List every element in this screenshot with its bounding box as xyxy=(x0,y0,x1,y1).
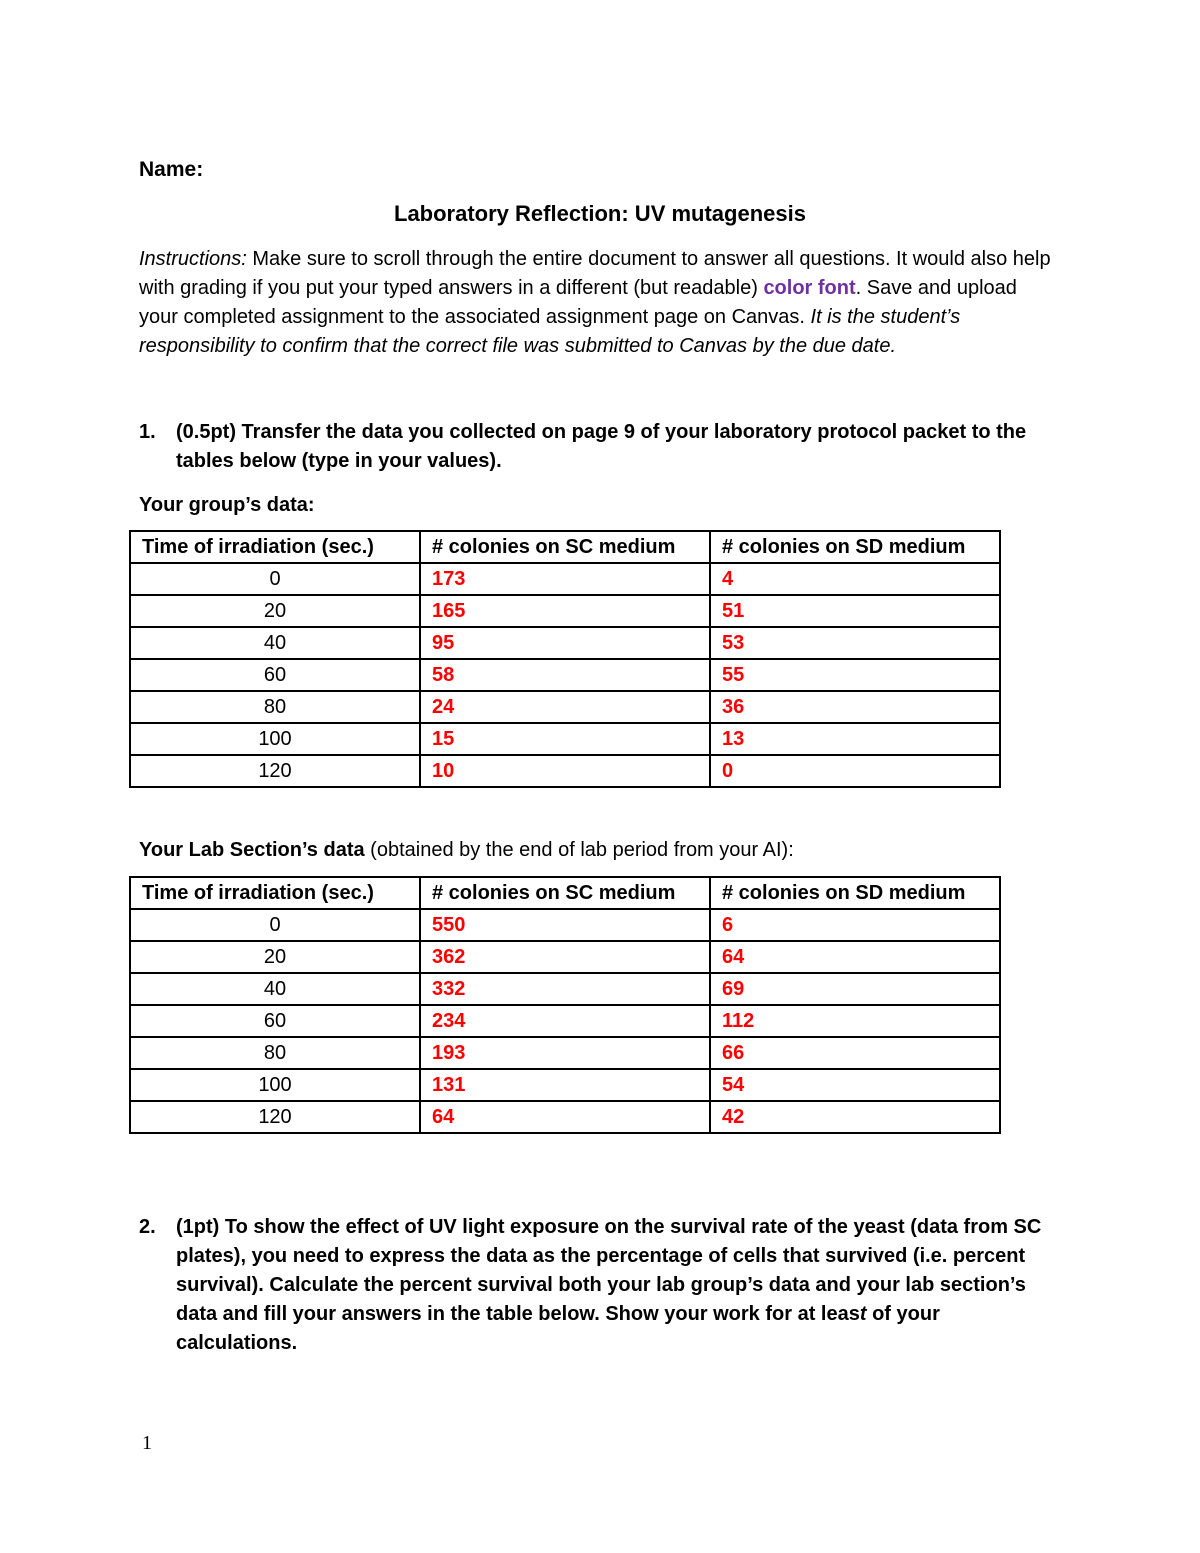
time-cell: 80 xyxy=(130,691,420,723)
question-2 xyxy=(139,1213,1059,1358)
time-cell: 60 xyxy=(130,1005,420,1037)
document-title: Laboratory Reflection: UV mutagenesis xyxy=(394,201,806,226)
table-row xyxy=(130,595,1000,627)
time-cell: 40 xyxy=(130,627,420,659)
table-row xyxy=(130,1005,1000,1037)
sd-cell[interactable]: 13 xyxy=(710,723,1000,755)
sd-cell[interactable]: 64 xyxy=(710,941,1000,973)
table-row xyxy=(130,723,1000,755)
instructions-text-2: . Save and upload your completed assignment to the associated assignment page on Canvas. xyxy=(139,277,1017,328)
time-cell: 0 xyxy=(130,563,420,595)
time-cell: 20 xyxy=(130,595,420,627)
table-row xyxy=(130,1101,1000,1133)
group-data-heading: Your group’s data: xyxy=(139,494,315,516)
instructions-text-1: Make sure to scroll through the entire document to answer all questions. It would also help with grading if you put your typed answers in a different (but readable) xyxy=(139,248,1051,299)
sc-cell[interactable]: 332 xyxy=(420,973,710,1005)
question-text-main: (1pt) To show the effect of UV light exposure on the survival rate of the yeast (data from SC plates), you need to express the data as the percentage of cells that survived (i.e. percent survival). Calculate the percent survival both your lab group’s data and your lab section’s data and fill your answers in the table below. Show your work for at leas xyxy=(176,1216,1042,1325)
sc-cell[interactable]: 64 xyxy=(420,1101,710,1133)
section-data-table xyxy=(129,876,1001,1134)
time-cell: 40 xyxy=(130,973,420,1005)
group-data-table xyxy=(129,530,1001,788)
sd-cell[interactable]: 6 xyxy=(710,909,1000,941)
question-text-tail: of your calculations. xyxy=(176,1303,940,1354)
table-row xyxy=(130,941,1000,973)
sd-cell[interactable]: 55 xyxy=(710,659,1000,691)
header-time: Time of irradiation (sec.) xyxy=(130,531,420,563)
table-row xyxy=(130,755,1000,787)
header-sd: # colonies on SD medium xyxy=(710,877,1000,909)
sc-cell[interactable]: 58 xyxy=(420,659,710,691)
sd-cell[interactable]: 53 xyxy=(710,627,1000,659)
sc-cell[interactable]: 173 xyxy=(420,563,710,595)
table-header-row xyxy=(130,877,1000,909)
time-cell: 80 xyxy=(130,1037,420,1069)
time-cell: 100 xyxy=(130,723,420,755)
question-text: (0.5pt) Transfer the data you collected on page 9 of your laboratory protocol packet to the tables below (type in your values). xyxy=(176,421,1027,472)
sc-cell[interactable]: 15 xyxy=(420,723,710,755)
question-1 xyxy=(139,418,1059,476)
time-cell: 120 xyxy=(130,755,420,787)
time-cell: 20 xyxy=(130,941,420,973)
instructions-lead: Instructions: xyxy=(139,248,247,270)
sd-cell[interactable]: 112 xyxy=(710,1005,1000,1037)
question-text xyxy=(176,1213,1059,1358)
time-cell: 60 xyxy=(130,659,420,691)
sc-cell[interactable]: 193 xyxy=(420,1037,710,1069)
table-row xyxy=(130,1037,1000,1069)
table-row xyxy=(130,627,1000,659)
sd-cell[interactable]: 51 xyxy=(710,595,1000,627)
header-sc: # colonies on SC medium xyxy=(420,531,710,563)
table-row xyxy=(130,909,1000,941)
question-text-italic: t xyxy=(859,1303,867,1325)
question-number: 1. xyxy=(139,421,156,443)
sc-cell[interactable]: 362 xyxy=(420,941,710,973)
sc-cell[interactable]: 234 xyxy=(420,1005,710,1037)
header-time: Time of irradiation (sec.) xyxy=(130,877,420,909)
time-cell: 0 xyxy=(130,909,420,941)
name-label: Name: xyxy=(139,158,204,181)
time-cell: 100 xyxy=(130,1069,420,1101)
table-row xyxy=(130,1069,1000,1101)
time-cell: 120 xyxy=(130,1101,420,1133)
sc-cell[interactable]: 131 xyxy=(420,1069,710,1101)
sd-cell[interactable]: 54 xyxy=(710,1069,1000,1101)
table-row xyxy=(130,691,1000,723)
section-heading-bold: Your Lab Section’s data xyxy=(139,839,365,861)
table-row xyxy=(130,659,1000,691)
sd-cell[interactable]: 36 xyxy=(710,691,1000,723)
table-header-row xyxy=(130,531,1000,563)
sd-cell[interactable]: 42 xyxy=(710,1101,1000,1133)
sd-cell[interactable]: 0 xyxy=(710,755,1000,787)
sc-cell[interactable]: 95 xyxy=(420,627,710,659)
sd-cell[interactable]: 69 xyxy=(710,973,1000,1005)
page-number: 1 xyxy=(142,1432,152,1454)
section-data-heading xyxy=(139,836,794,865)
instructions-paragraph xyxy=(139,245,1059,361)
sd-cell[interactable]: 66 xyxy=(710,1037,1000,1069)
header-sd: # colonies on SD medium xyxy=(710,531,1000,563)
header-sc: # colonies on SC medium xyxy=(420,877,710,909)
sc-cell[interactable]: 10 xyxy=(420,755,710,787)
instructions-italic-note: It is the student’s responsibility to confirm that the correct file was submitted to Canvas by the due date. xyxy=(139,306,961,357)
question-number: 2. xyxy=(139,1216,156,1238)
sd-cell[interactable]: 4 xyxy=(710,563,1000,595)
sc-cell[interactable]: 24 xyxy=(420,691,710,723)
section-heading-rest: (obtained by the end of lab period from your AI): xyxy=(364,839,794,861)
table-row xyxy=(130,563,1000,595)
table-row xyxy=(130,973,1000,1005)
sc-cell[interactable]: 165 xyxy=(420,595,710,627)
color-font-highlight: color font xyxy=(763,277,856,299)
sc-cell[interactable]: 550 xyxy=(420,909,710,941)
